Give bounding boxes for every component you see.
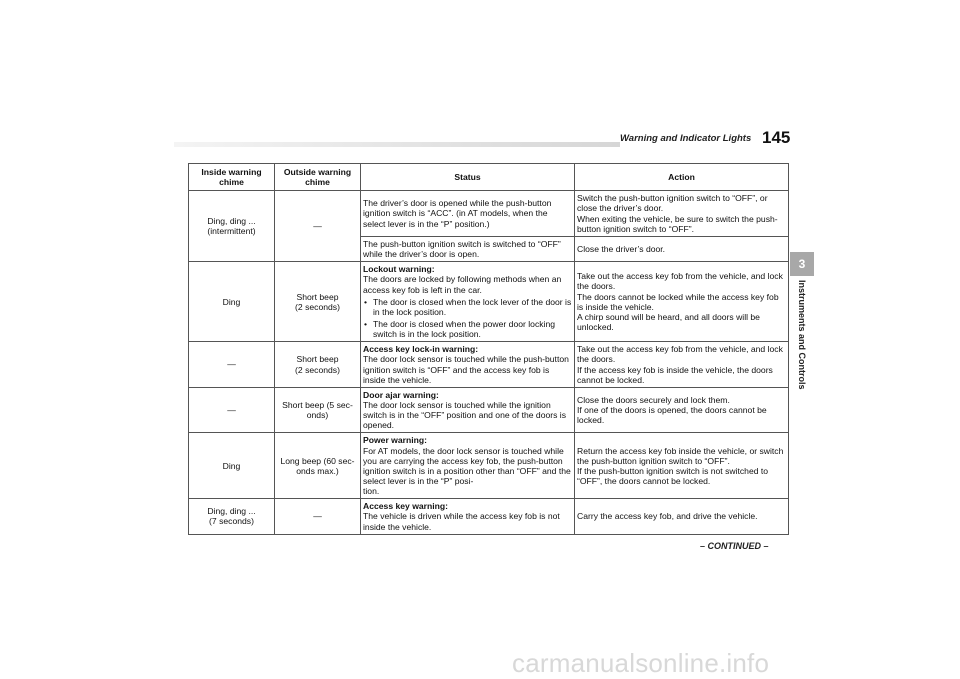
outside-chime-cell: —: [275, 191, 361, 262]
page-header-title: Warning and Indicator Lights: [620, 133, 752, 144]
action-cell: Take out the access key fob from the vehicle, and lock the doors. If the access key fob is inside the vehicle, the doors cannot be locked.: [575, 342, 789, 388]
outside-chime-cell: —: [275, 499, 361, 534]
status-title: Access key warning:: [363, 501, 449, 512]
action-cell: Take out the access key fob from the vehicle, and lock the doors. The doors cannot be locked while the access key fob is inside the vehicle. A chirp sound will be heard, and all doors will be unlocked.: [575, 262, 789, 342]
inside-chime-cell: —: [189, 387, 275, 433]
status-cell: [361, 262, 575, 342]
status-text: The vehicle is driven while the access key fob is not inside the vehicle.: [363, 511, 560, 532]
warning-chime-table: [188, 163, 789, 535]
header-inside-chime: Inside warning chime: [189, 164, 275, 191]
bullet-icon: •: [364, 318, 368, 329]
table-row: [189, 387, 789, 433]
list-item: [363, 319, 572, 339]
status-cell: The driver’s door is opened while the push-button ignition switch is “ACC”. (in AT models, when the select lever is in the “P” position.): [361, 191, 575, 237]
status-title: Door ajar warning:: [363, 389, 439, 400]
action-cell: Return the access key fob inside the vehicle, or switch the push-button ignition switch to “OFF”. If the push-button ignition switch is not switched to “OFF”, the doors cannot be locked.: [575, 433, 789, 499]
status-cell: [361, 433, 575, 499]
header-outside-chime: Outside warning chime: [275, 164, 361, 191]
chapter-number-tab: 3: [790, 252, 814, 276]
action-cell: Close the driver’s door.: [575, 237, 789, 262]
action-cell: Switch the push-button ignition switch to “OFF”, or close the driver’s door. When exiting the vehicle, be sure to switch the push-button ignition switch to “OFF”.: [575, 191, 789, 237]
status-cell: [361, 387, 575, 433]
action-cell: Carry the access key fob, and drive the vehicle.: [575, 499, 789, 534]
continued-label: – CONTINUED –: [700, 541, 769, 551]
status-cell: The push-button ignition switch is switched to “OFF” while the driver’s door is open.: [361, 237, 575, 262]
header-status: Status: [361, 164, 575, 191]
outside-chime-cell: Long beep (60 sec- onds max.): [275, 433, 361, 499]
status-text: The doors are locked by following methods when an access key fob is left in the car.: [363, 274, 562, 295]
status-text: The door lock sensor is touched while the ignition switch is in the “OFF” position and one of the doors is opened.: [363, 399, 567, 431]
table-row: [189, 499, 789, 534]
table-row: [189, 342, 789, 388]
status-text: For AT models, the door lock sensor is touched while you are carrying the access key fob, the push-button ignition switch is in a position other than “OFF” and the select lever is in the “P” posi- tion.: [363, 445, 571, 497]
status-title: Access key lock-in warning:: [363, 344, 479, 355]
table-row: [189, 433, 789, 499]
inside-chime-cell: Ding, ding ... (intermittent): [189, 191, 275, 262]
bullet-icon: •: [364, 296, 368, 307]
chapter-label: Instruments and Controls: [797, 280, 807, 390]
inside-chime-cell: Ding, ding ... (7 seconds): [189, 499, 275, 534]
bullet-text: The door is closed when the lock lever of the door is in the lock position.: [373, 296, 572, 317]
outside-chime-cell: Short beep (2 seconds): [275, 342, 361, 388]
header-rule: [174, 142, 620, 147]
status-cell: [361, 342, 575, 388]
status-title: Power warning:: [363, 435, 427, 446]
bullet-text: The door is closed when the power door locking switch is in the lock position.: [373, 318, 556, 340]
table-row: [189, 262, 789, 342]
status-title: Lockout warning:: [363, 264, 435, 275]
action-cell: Close the doors securely and lock them. If one of the doors is opened, the doors cannot be locked.: [575, 387, 789, 433]
status-bullet-list: [363, 297, 572, 340]
table-header-row: [189, 164, 789, 191]
watermark: carmanualsonline.info: [512, 648, 770, 678]
status-text: The door lock sensor is touched while the push-button ignition switch is “OFF” and the access key fob is inside the vehicle.: [363, 354, 569, 385]
inside-chime-cell: Ding: [189, 433, 275, 499]
outside-chime-cell: Short beep (5 sec- onds): [275, 387, 361, 433]
table-row: [189, 191, 789, 237]
list-item: [363, 297, 572, 317]
outside-chime-cell: Short beep (2 seconds): [275, 262, 361, 342]
page-number: 145: [762, 128, 791, 147]
header-action: Action: [575, 164, 789, 191]
status-cell: [361, 499, 575, 534]
inside-chime-cell: Ding: [189, 262, 275, 342]
inside-chime-cell: —: [189, 342, 275, 388]
